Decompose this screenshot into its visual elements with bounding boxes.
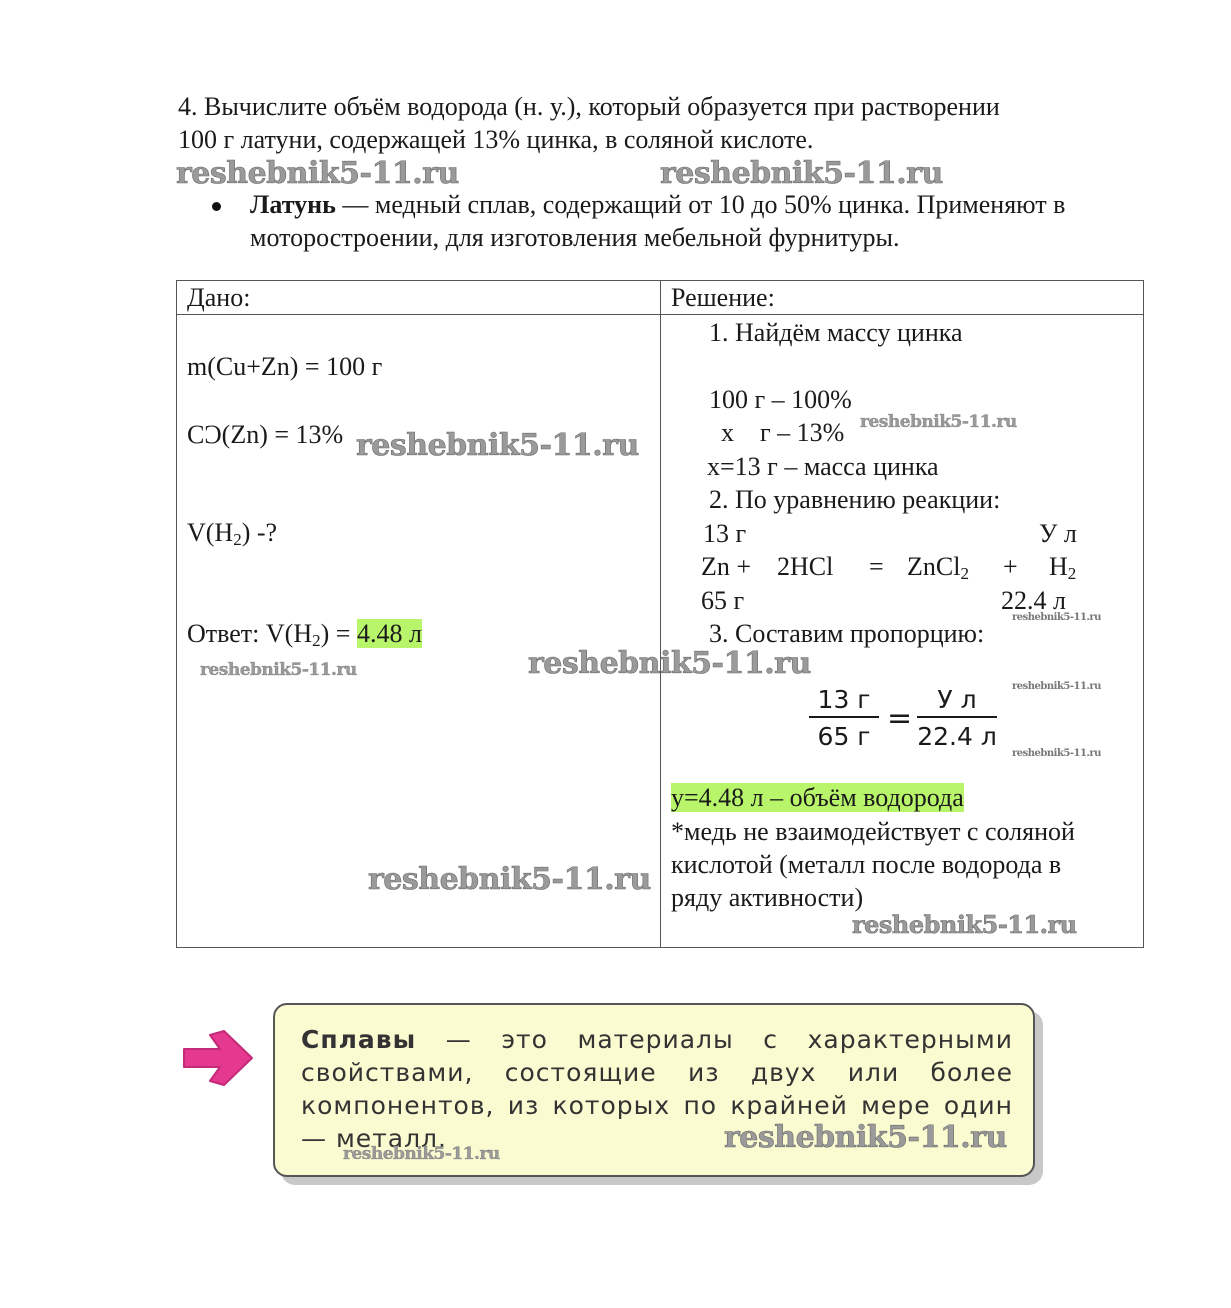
hydrogen-volume-result: у=4.48 л – объём водорода <box>671 783 964 812</box>
watermark: reshebnik5-11.ru <box>368 862 651 897</box>
bullet-dot-icon <box>212 202 221 211</box>
definition-body: — это материалы с характерными свойствами, состоящие из двух или более компонентов, из которых по крайней мере один — металл. <box>301 1025 1013 1153</box>
above-h2: У л <box>1039 519 1077 548</box>
watermark: reshebnik5-11.ru <box>176 156 459 191</box>
watermark: reshebnik5-11.ru <box>724 1120 1007 1155</box>
bullet-text-1: — медный сплав, содержащий от 10 до 50% цинка. Применяют в <box>335 190 1066 219</box>
proportion-line-1: 100 г – 100% <box>709 385 852 414</box>
fraction-left <box>809 685 879 751</box>
note-line-3: ряду активности) <box>671 883 864 912</box>
note-line-1: *медь не взаимодействует с соляной <box>671 817 1075 846</box>
arrow-right-icon <box>180 1025 255 1091</box>
equation-zncl2: ZnCl$_2$ <box>907 552 969 583</box>
solution-cell <box>661 315 1144 948</box>
watermark: reshebnik5-11.ru <box>343 1144 500 1164</box>
solution-table <box>176 280 1144 948</box>
given-header-cell <box>177 281 661 315</box>
above-zn: 13 г <box>703 519 747 548</box>
given-header: Дано: <box>187 283 251 312</box>
task-statement <box>178 90 1138 156</box>
task-line-1: 4. Вычислите объём водорода (н. у.), который образуется при растворении <box>178 92 1000 121</box>
fraction-left-numerator: 13 г <box>809 685 879 718</box>
equation-equals: = <box>869 552 884 581</box>
below-zn: 65 г <box>701 586 745 615</box>
bullet-term: Латунь <box>250 190 336 219</box>
equation-plus: + <box>1003 552 1018 581</box>
bullet-text-2: моторостроении, для изготовления мебельной фурнитуры. <box>250 223 900 252</box>
equation-zn: Zn + <box>701 552 752 581</box>
given-find: $V(H_2)$ -? <box>187 518 278 549</box>
given-answer: Ответ: $V(H_2) = 4.48$ л <box>187 619 422 650</box>
watermark: reshebnik5-11.ru <box>356 428 639 463</box>
step-3: 3. Составим пропорцию: <box>709 619 985 648</box>
below-h2: 22.4 л <box>1001 586 1066 615</box>
fraction-equals: = <box>887 701 913 736</box>
step-2: 2. По уравнению реакции: <box>709 485 1001 514</box>
given-mass: m(Cu+Zn) = 100 г <box>187 352 383 381</box>
watermark: reshebnik5-11.ru <box>852 910 1077 939</box>
equation-hcl: 2HCl <box>777 552 834 581</box>
answer-value: 4.48 л <box>356 619 422 648</box>
step-1: 1. Найдём массу цинка <box>709 318 963 347</box>
note-line-2: кислотой (металл после водорода в <box>671 850 1062 879</box>
task-line-2: 100 г латуни, содержащей 13% цинка, в соляной кислоте. <box>178 125 814 154</box>
solution-header: Решение: <box>671 283 775 312</box>
watermark: reshebnik5-11.ru <box>860 412 1017 432</box>
fraction-right-numerator: У л <box>917 685 997 718</box>
watermark: reshebnik5-11.ru <box>660 156 943 191</box>
given-cell <box>177 315 661 948</box>
fraction-right-denominator: 22.4 л <box>917 722 997 751</box>
watermark: reshebnik5-11.ru <box>528 646 811 681</box>
given-fraction: ϹϽ(Zn) = 13% <box>187 420 344 449</box>
bullet-brass <box>212 188 1142 254</box>
zinc-mass-result: х=13 г – масса цинка <box>707 452 939 481</box>
fraction-left-denominator: 65 г <box>817 722 871 751</box>
fraction-right <box>917 685 997 751</box>
watermark: reshebnik5-11.ru <box>1012 612 1101 623</box>
equation-h2: $H_2$ <box>1049 552 1077 583</box>
proportion-line-2: х г – 13% <box>721 418 845 447</box>
watermark: reshebnik5-11.ru <box>1012 748 1101 759</box>
definition-term: Сплавы <box>301 1025 417 1054</box>
watermark: reshebnik5-11.ru <box>1012 681 1101 692</box>
watermark: reshebnik5-11.ru <box>200 660 357 680</box>
solution-header-cell <box>661 281 1144 315</box>
